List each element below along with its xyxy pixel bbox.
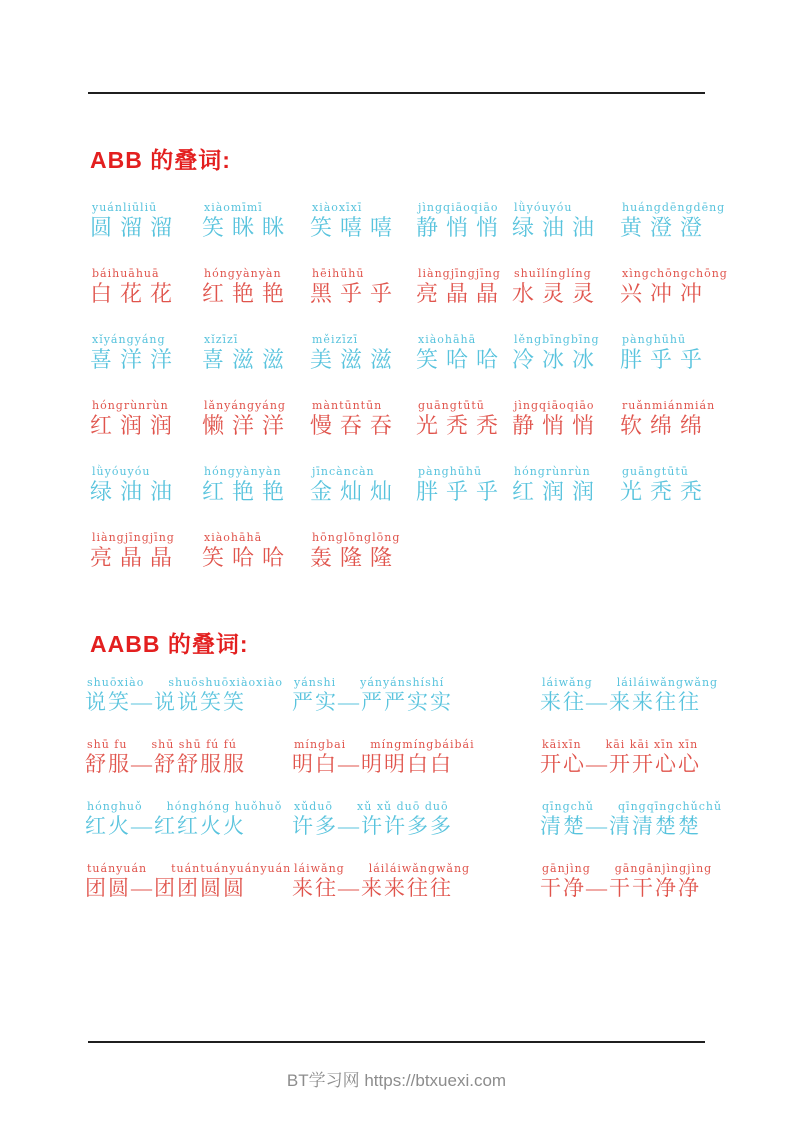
abb-word-item	[620, 201, 726, 268]
pinyin-label: lěngbīngbīng	[514, 333, 600, 346]
word-pair-text: 清楚—清清楚楚	[540, 814, 701, 839]
pinyin-label: pànghūhū	[622, 333, 687, 346]
word-pair-text: 来往—来来往往	[540, 690, 701, 715]
abb-word-item	[416, 334, 512, 400]
word-text: 黄澄澄	[620, 215, 711, 241]
pinyin-line	[292, 863, 470, 875]
word-text: 水灵灵	[512, 281, 603, 307]
pinyin-label: hóngyànyàn	[204, 267, 282, 280]
pinyin-line	[540, 863, 712, 875]
aabb-word-item	[292, 801, 540, 863]
pinyin-label: xǐzīzī	[204, 333, 239, 346]
pinyin-full-label: shuōshuōxiàoxiào	[168, 676, 284, 689]
abb-word-item	[90, 466, 202, 532]
abb-word-grid	[90, 201, 728, 598]
abb-word-item	[620, 399, 716, 466]
word-text: 静悄悄	[416, 215, 507, 241]
abb-word-item	[202, 400, 310, 466]
aabb-word-grid	[85, 677, 775, 925]
word-text: 红艳艳	[202, 479, 293, 505]
pinyin-label: yuánliūliū	[92, 201, 158, 214]
word-text: 亮晶晶	[90, 545, 181, 571]
pinyin-label: lǜyóuyóu	[92, 465, 151, 478]
word-pair-text: 团圆—团团圆圆	[85, 876, 246, 901]
pinyin-label: jīncàncàn	[312, 465, 375, 478]
abb-word-item	[512, 466, 620, 532]
word-text: 红润润	[90, 413, 181, 439]
section-title-aabb: AABB 的叠词:	[90, 631, 249, 657]
pinyin-full-label: míngmíngbáibái	[370, 738, 475, 751]
pinyin-base-label: míngbai	[294, 738, 347, 751]
pinyin-base-label: kāixīn	[542, 738, 582, 751]
aabb-word-item	[85, 863, 292, 925]
aabb-word-item	[85, 739, 292, 801]
pinyin-base-label: láiwǎng	[294, 862, 345, 875]
pinyin-label: xìngchōngchōng	[622, 267, 728, 280]
pinyin-full-label: yányánshíshí	[360, 676, 445, 689]
pinyin-label: hóngrùnrùn	[514, 465, 591, 478]
pinyin-line	[85, 863, 291, 875]
word-pair-text: 严实—严严实实	[292, 690, 453, 715]
pinyin-label: hōnglōnglōng	[312, 531, 401, 544]
pinyin-label: xǐyángyáng	[92, 333, 166, 346]
pinyin-label: hóngyànyàn	[204, 465, 282, 478]
pinyin-label: jìngqiāoqiāo	[418, 201, 499, 214]
pinyin-base-label: shuōxiào	[87, 676, 145, 689]
word-text: 圆溜溜	[90, 215, 181, 241]
abb-word-item	[310, 532, 416, 598]
word-text: 胖乎乎	[620, 347, 711, 373]
aabb-word-item	[292, 739, 540, 801]
pinyin-label: ruǎnmiánmián	[622, 399, 716, 412]
pinyin-base-label: yánshi	[294, 676, 337, 689]
pinyin-label: jìngqiāoqiāo	[514, 399, 595, 412]
abb-word-item	[202, 268, 310, 334]
abb-word-item	[202, 202, 310, 268]
pinyin-line	[85, 739, 237, 751]
word-text: 冷冰冰	[512, 347, 603, 373]
pinyin-line	[292, 801, 449, 813]
pinyin-line	[292, 739, 475, 751]
word-text: 笑哈哈	[202, 545, 293, 571]
pinyin-label: hēihūhū	[312, 267, 365, 280]
aabb-word-item	[540, 677, 775, 739]
word-text: 金灿灿	[310, 479, 401, 505]
word-pair-text: 明白—明明白白	[292, 752, 453, 777]
pinyin-base-label: tuányuán	[87, 862, 148, 875]
pinyin-label: pànghūhū	[418, 465, 483, 478]
section-title-abb: ABB 的叠词:	[90, 147, 231, 173]
word-text: 笑嘻嘻	[310, 215, 401, 241]
pinyin-label: shuǐlínglíng	[514, 267, 592, 280]
abb-word-item	[310, 466, 416, 532]
word-pair-text: 红火—红红火火	[85, 814, 246, 839]
pinyin-label: lǎnyángyáng	[204, 399, 286, 412]
abb-word-item	[90, 202, 202, 268]
abb-word-item	[90, 400, 202, 466]
pinyin-full-label: xǔ xǔ duō duō	[357, 800, 449, 813]
pinyin-label: xiàohāhā	[204, 531, 263, 544]
word-text: 光秃秃	[416, 413, 507, 439]
aabb-word-item	[292, 677, 540, 739]
word-text: 笑哈哈	[416, 347, 507, 373]
pinyin-label: měizīzī	[312, 333, 359, 346]
pinyin-line	[540, 677, 718, 689]
pinyin-base-label: xǔduō	[294, 800, 334, 813]
aabb-word-item	[540, 801, 775, 863]
bottom-divider-line	[88, 1041, 705, 1043]
word-text: 绿油油	[90, 479, 181, 505]
abb-word-item	[310, 334, 416, 400]
word-text: 白花花	[90, 281, 181, 307]
word-text: 亮晶晶	[416, 281, 507, 307]
pinyin-label: liàngjīngjīng	[418, 267, 501, 280]
pinyin-base-label: láiwǎng	[542, 676, 593, 689]
footer-watermark-text: BT学习网 https://btxuexi.com	[286, 1071, 507, 1090]
pinyin-label: lǜyóuyóu	[514, 201, 573, 214]
pinyin-full-label: gāngānjìngjìng	[614, 862, 713, 875]
abb-word-item	[620, 267, 728, 334]
aabb-word-item	[292, 863, 540, 925]
abb-word-item	[202, 466, 310, 532]
abb-word-item	[512, 268, 620, 334]
pinyin-full-label: láiláiwǎngwǎng	[616, 676, 719, 689]
word-text: 喜滋滋	[202, 347, 293, 373]
word-pair-text: 说笑—说说笑笑	[85, 690, 246, 715]
pinyin-full-label: tuántuányuányuán	[171, 862, 292, 875]
aabb-word-item	[85, 801, 292, 863]
abb-word-item	[512, 400, 620, 466]
word-pair-text: 许多—许许多多	[292, 814, 453, 839]
pinyin-line	[540, 801, 722, 813]
word-text: 笑眯眯	[202, 215, 293, 241]
abb-word-item	[620, 334, 710, 400]
word-text: 兴冲冲	[620, 281, 711, 307]
word-pair-text: 干净—干干净净	[540, 876, 701, 901]
word-text: 静悄悄	[512, 413, 603, 439]
pinyin-line	[85, 801, 282, 813]
word-text: 软绵绵	[620, 413, 711, 439]
word-text: 绿油油	[512, 215, 603, 241]
pinyin-label: hóngrùnrùn	[92, 399, 169, 412]
abb-word-item	[310, 400, 416, 466]
pinyin-label: liàngjīngjīng	[92, 531, 175, 544]
pinyin-line	[540, 739, 698, 751]
word-text: 红艳艳	[202, 281, 293, 307]
aabb-word-item	[540, 863, 775, 925]
pinyin-full-label: láiláiwǎngwǎng	[368, 862, 471, 875]
word-text: 喜洋洋	[90, 347, 181, 373]
word-text: 胖乎乎	[416, 479, 507, 505]
pinyin-label: xiàohāhā	[418, 333, 477, 346]
pinyin-full-label: hónghóng huǒhuǒ	[166, 800, 283, 813]
aabb-word-item	[85, 677, 292, 739]
pinyin-base-label: hónghuǒ	[87, 800, 143, 813]
pinyin-label: guāngtūtū	[622, 465, 689, 478]
abb-word-item	[416, 202, 512, 268]
word-text: 轰隆隆	[310, 545, 401, 571]
pinyin-base-label: qīngchǔ	[542, 800, 595, 813]
abb-word-item	[202, 334, 310, 400]
abb-word-item	[90, 334, 202, 400]
word-text: 光秃秃	[620, 479, 711, 505]
word-text: 慢吞吞	[310, 413, 401, 439]
abb-word-item	[202, 532, 310, 598]
pinyin-line	[85, 677, 283, 689]
pinyin-label: xiàoxīxī	[312, 201, 363, 214]
pinyin-full-label: shū shū fú fú	[151, 738, 237, 751]
word-pair-text: 开心—开开心心	[540, 752, 701, 777]
pinyin-base-label: shū fu	[87, 738, 128, 751]
word-text: 美滋滋	[310, 347, 401, 373]
pinyin-label: màntūntūn	[312, 399, 383, 412]
pinyin-label: báihuāhuā	[92, 267, 160, 280]
abb-word-item	[416, 268, 512, 334]
pinyin-label: huángdēngdēng	[622, 201, 726, 214]
word-pair-text: 来往—来来往往	[292, 876, 453, 901]
word-text: 懒洋洋	[202, 413, 293, 439]
pinyin-label: guāngtūtū	[418, 399, 485, 412]
pinyin-full-label: qīngqīngchǔchǔ	[618, 800, 723, 813]
site-footer	[0, 1066, 793, 1091]
abb-word-item	[620, 466, 710, 532]
pinyin-label: xiàomīmī	[204, 201, 263, 214]
abb-word-item	[90, 532, 202, 598]
abb-word-item	[310, 202, 416, 268]
abb-word-item	[90, 268, 202, 334]
pinyin-base-label: gānjìng	[542, 862, 591, 875]
abb-word-item	[310, 268, 416, 334]
word-pair-text: 舒服—舒舒服服	[85, 752, 246, 777]
word-text: 黑乎乎	[310, 281, 401, 307]
top-divider-line	[88, 92, 705, 94]
abb-word-item	[416, 400, 512, 466]
abb-word-item	[512, 202, 620, 268]
pinyin-full-label: kāi kāi xīn xīn	[605, 738, 699, 751]
word-text: 红润润	[512, 479, 603, 505]
aabb-word-item	[540, 739, 775, 801]
pinyin-line	[292, 677, 444, 689]
abb-word-item	[416, 466, 512, 532]
abb-word-item	[512, 334, 620, 400]
